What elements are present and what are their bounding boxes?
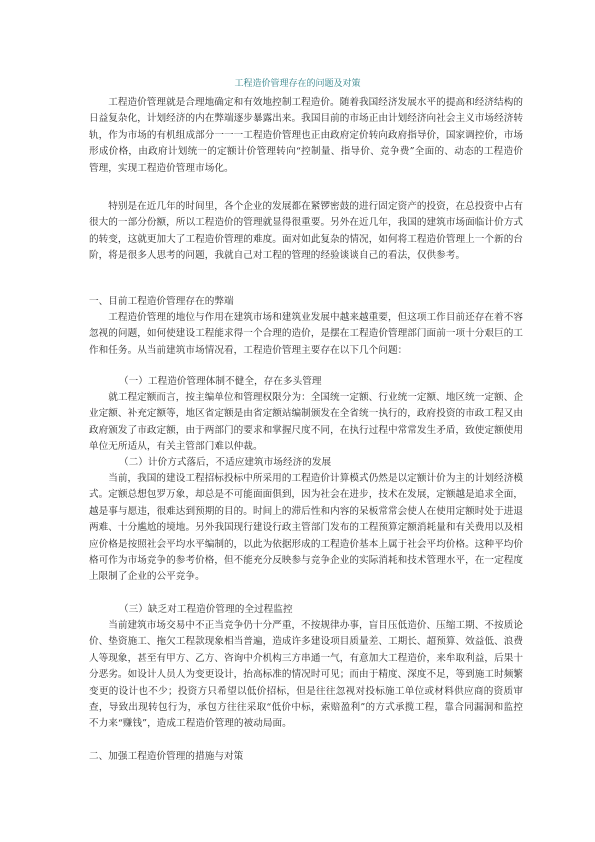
document-title: 工程造价管理存在的问题及对策 xyxy=(234,79,361,89)
subsection-heading-1: （一）工程造价管理体制不健全，存在多头管理 xyxy=(119,376,322,387)
subsection-heading-2: （二）计价方式落后，不适应建筑市场经济的发展 xyxy=(119,457,332,468)
section-heading-2: 二、加强工程造价管理的措施与对策 xyxy=(89,751,244,762)
paragraph-section-1-intro: 工程造价管理的地位与作用在建筑市场和建筑业发展中越来越重要，但这项工作目前还存在着不容忽视的问题，如何使建设工程能求得一个合理的造价，是摆在工程造价管理部门面前一项十分艰巨的工作和任务。从当前建筑市场情况看，工程造价管理主要存在以下几个问题： xyxy=(89,312,523,356)
paragraph-subsection-2: 当前，我国的建设工程招标投标中所采用的工程造价计算模式仍然是以定额计价为主的计划经济模式。定额总想包罗万象，却总是不可能面面俱到，因为社会在进步，技术在发展，定额越是追求全面，越是事与愿违，很难达到预期的目的。时间上的滞后性和内容的呆板常常会使人在使用定额时处于进退两难、十分尴尬的境地。另外我国现行建设行政主管部门发布的工程预算定额消耗量和有关费用以及相应价格是按照社会平均水平编制的，以此为依据形成的工程造价基本上属于社会平均价格。这种平均价格可作为市场竞争的参考价格，但不能充分反映参与竞争企业的实际消耗和技术管理水平，在一定程度上限制了企业的公平竞争。 xyxy=(89,473,523,583)
section-heading-1: 一、目前工程造价管理存在的弊端 xyxy=(89,296,234,307)
paragraph-background: 特别是在近几年的时间里，各个企业的发展都在紧锣密鼓的进行固定资产的投资，在总投资中占有很大的一部分份额，所以工程造价的管理就显得很重要。另外在近几年，我国的建筑市场面临计价方式的转变，这就更加大了工程造价管理的难度。面对如此复杂的情况，如何将工程造价管理上一个新的台阶，将是很多人思考的问题，我就自己对工程的管理的经验谈谈自己的看法，仅供参考。 xyxy=(89,201,523,262)
subsection-heading-3: （三）缺乏对工程造价管理的全过程监控 xyxy=(119,604,293,615)
paragraph-intro: 工程造价管理就是合理地确定和有效地控制工程造价。随着我国经济发展水平的提高和经济结构的日益复杂化，计划经济的内在弊端逐步暴露出来。我国目前的市场正由计划经济向社会主义市场经济转轨，作为市场的有机组成部分一一一工程造价管理也正由政府定价转向政府指导价，国家调控价，市场形成价格，由政府计划统一的定额计价管理转向“控制量、指导价、竞争费”全面的、动态的工程造价管理，实现工程造价管理市场化。 xyxy=(89,97,523,174)
paragraph-subsection-3: 当前建筑市场交易中不正当竞争仍十分严重，不按规律办事，盲目压低造价、压缩工期、不按质论价、垫资施工、拖欠工程款现象相当普遍，造成许多建设项目质量差、工期长、超预算、效益低、浪费人等现象，甚至有甲方、乙方、咨询中介机构三方串通一气，有意加大工程造价，来牟取利益，后果十分恶劣。如设计人员人为变更设计，抬高标准的情况时可见；而由于精度、深度不足，等到施工时频繁变更的设计也不少；投资方只希望以低价招标，但是往往忽视对投标施工单位或材料供应商的资质审查，导致出现转包行为，承包方往往采取“低价中标，索赔盈利”的方式承揽工程，靠合同漏洞和监控不力来“赚钱”，造成工程造价管理的被动局面。 xyxy=(89,620,523,730)
paragraph-subsection-1: 就工程定额而言，按主编单位和管理权限分为：全国统一定额、行业统一定额、地区统一定额、企业定额、补充定额等，地区省定额是由省定额站编制颁发在全省统一执行的，政府投资的市政工程又由政府颁发了市政定额，由于两部门的要求和掌握尺度不同，在执行过程中常常发生矛盾，致使定额使用单位无所适从，有关主管部门难以仲裁。 xyxy=(89,392,523,453)
